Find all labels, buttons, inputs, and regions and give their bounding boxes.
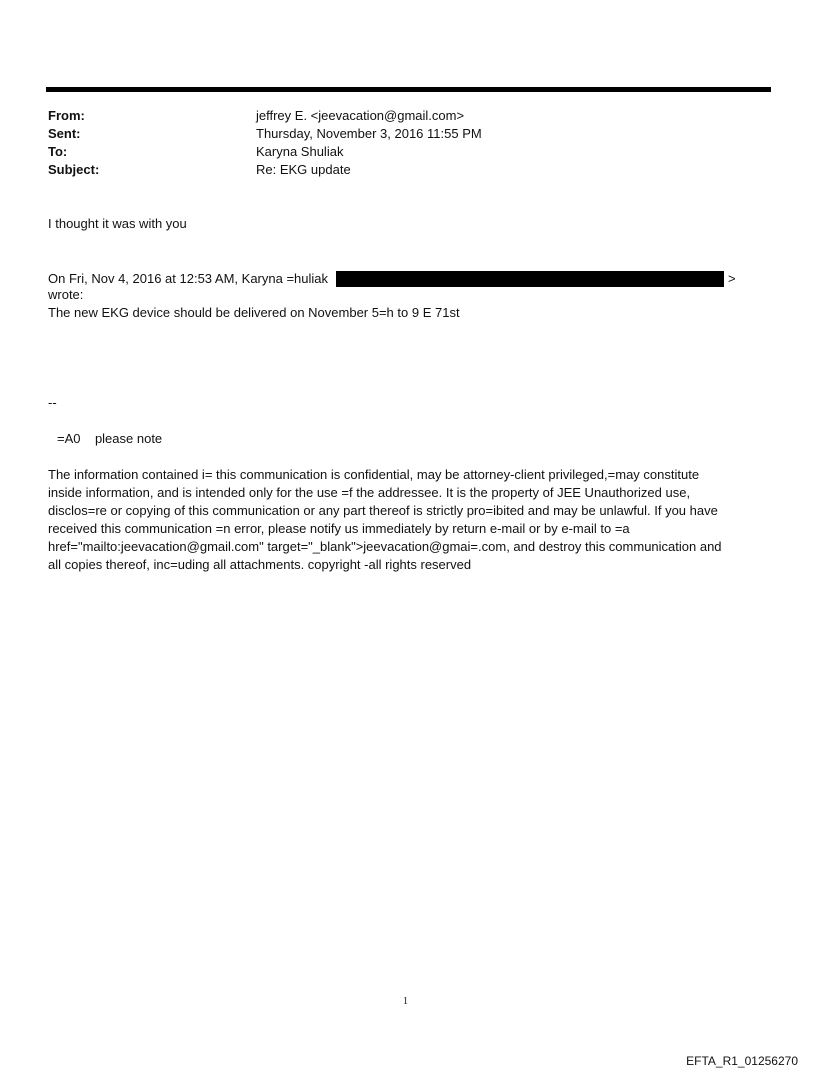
to-label: To: — [48, 144, 68, 159]
disclaimer-line: received this communication =n error, please notify us immediately by return e-mail or by e-mail to =a — [48, 521, 630, 536]
note-line: =A0 please note — [57, 431, 163, 446]
quote-intro: On Fri, Nov 4, 2016 at 12:53 AM, Karyna =huliak — [48, 271, 329, 286]
to-value: Karyna Shuliak — [256, 144, 344, 159]
from-value: jeffrey E. <jeevacation@gmail.com> — [256, 108, 465, 123]
disclaimer-line: inside information, and is intended only for the use =f the addressee. It is the property of JEE Unauthorized use, — [48, 485, 691, 500]
page-number: 1 — [403, 996, 408, 1007]
sent-label: Sent: — [48, 126, 81, 141]
quote-wrote: wrote: — [48, 287, 84, 302]
subject-value: Re: EKG update — [256, 162, 351, 177]
quote-intro-end: > — [728, 271, 736, 286]
redaction-bar — [336, 271, 724, 287]
disclaimer-line: The information contained i= this communication is confidential, may be attorney-client privileged,=may constitute — [48, 467, 700, 482]
document-id: EFTA_R1_01256270 — [686, 1054, 798, 1068]
confidentiality-disclaimer — [48, 466, 778, 574]
disclaimer-line: all copies thereof, inc=uding all attachments. copyright -all rights reserved — [48, 557, 472, 572]
subject-label: Subject: — [48, 162, 100, 177]
disclaimer-line: href="mailto:jeevacation@gmail.com" target="_blank">jeevacation@gmai=.com, and destroy this communication and — [48, 539, 722, 554]
reply-line: I thought it was with you — [48, 216, 187, 231]
disclaimer-line: disclos=re or copying of this communication or any part thereof is strictly pro=ibited and may be unlawful. If you have — [48, 503, 718, 518]
from-label: From: — [48, 108, 85, 123]
sent-value: Thursday, November 3, 2016 11:55 PM — [256, 126, 482, 141]
quoted-message: The new EKG device should be delivered on November 5=h to 9 E 71st — [48, 305, 460, 320]
signature-separator: -- — [48, 395, 57, 410]
header-rule — [46, 87, 771, 92]
